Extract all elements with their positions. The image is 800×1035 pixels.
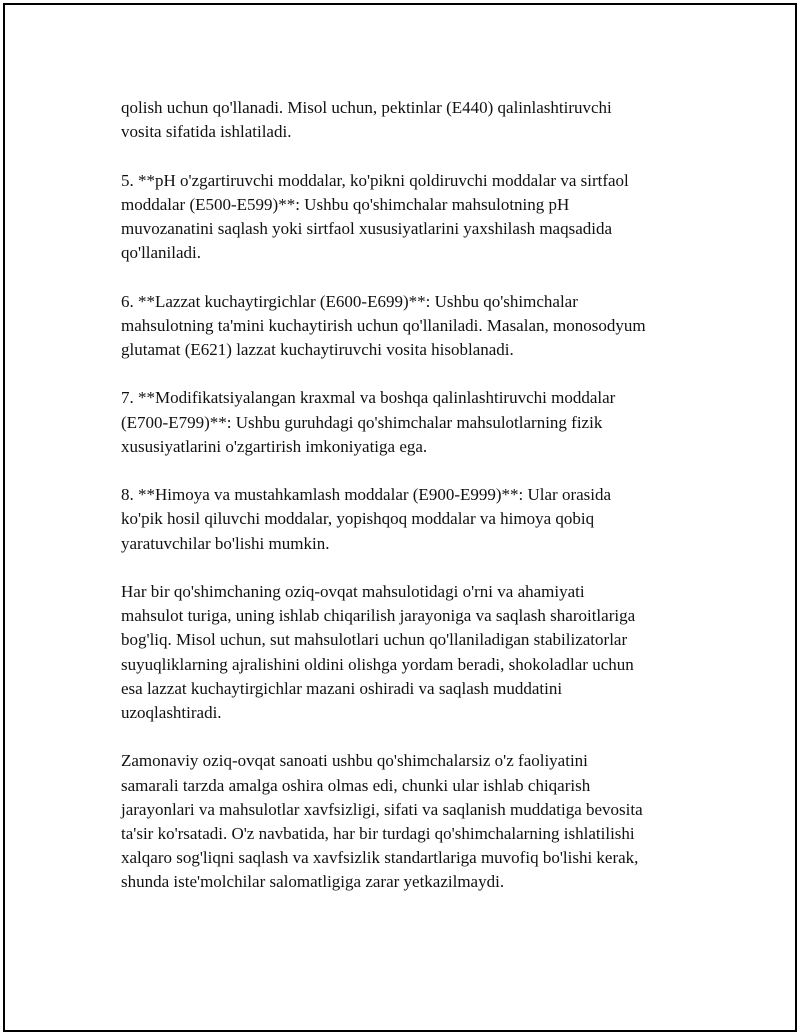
paragraph-item-5	[121, 169, 711, 266]
text-line: bog'liq. Misol uchun, sut mahsulotlari uchun qo'llaniladigan stabilizatorlar	[121, 630, 628, 650]
text-line: (E700-E799)**: Ushbu guruhdagi qo'shimchalar mahsulotlarning fizik	[121, 412, 603, 432]
text-line: 7. **Modifikatsiyalangan kraxmal va boshqa qalinlashtiruvchi moddalar	[121, 388, 616, 408]
text-line: suyuqliklarning ajralishini oldini olishga yordam beradi, shokoladlar uchun	[121, 654, 634, 674]
paragraph-conclusion	[121, 749, 711, 894]
text-line: mahsulot turiga, uning ishlab chiqarilish jarayoniga va saqlash sharoitlariga	[121, 606, 636, 626]
text-line: samarali tarzda amalga oshira olmas edi, chunki ular ishlab chiqarish	[121, 775, 591, 795]
text-line: glutamat (E621) lazzat kuchaytiruvchi vosita hisoblanadi.	[121, 340, 514, 359]
text-line: ko'pik hosil qiluvchi moddalar, yopishqoq moddalar va himoya qobiq	[121, 509, 595, 529]
document-body	[121, 96, 711, 919]
page-frame	[3, 3, 797, 1032]
text-line: muvozanatini saqlash yoki sirtfaol xususiyatlarini yaxshilash maqsadida	[121, 219, 613, 238]
text-line: xususiyatlarini o'zgartirish imkoniyatiga ega.	[121, 436, 428, 456]
text-line: vosita sifatida ishlatiladi.	[121, 122, 292, 142]
text-line: shunda iste'molchilar salomatligiga zarar yetkazilmaydi.	[121, 872, 505, 892]
text-line: xalqaro sog'liqni saqlash va xavfsizlik standartlariga muvofiq bo'lishi kerak,	[121, 848, 639, 868]
text-line: Zamonaviy oziq-ovqat sanoati ushbu qo'shimchalarsiz o'z faoliyatini	[121, 751, 588, 771]
text-line: jarayonlari va mahsulotlar xavfsizligi, sifati va saqlanish muddatiga bevosita	[121, 799, 643, 819]
text-line: qo'llaniladi.	[121, 243, 202, 263]
text-line: 6. **Lazzat kuchaytirgichlar (E600-E699)**: Ushbu qo'shimchalar	[121, 291, 578, 311]
text-line: 5. **pH o'zgartiruvchi moddalar, ko'pikni qoldiruvchi moddalar va sirtfaol	[121, 170, 629, 190]
text-line: mahsulotning ta'mini kuchaytirish uchun qo'llaniladi. Masalan, monosodyum	[121, 315, 646, 335]
paragraph-item-6	[121, 290, 711, 363]
text-line: Har bir qo'shimchaning oziq-ovqat mahsulotidagi o'rni va ahamiyati	[121, 581, 585, 601]
text-line: ta'sir ko'rsatadi. O'z navbatida, har bir turdagi qo'shimchalarning ishlatilishi	[121, 824, 635, 843]
text-line: yaratuvchilar bo'lishi mumkin.	[121, 533, 330, 553]
text-line: 8. **Himoya va mustahkamlash moddalar (E900-E999)**: Ular orasida	[121, 485, 612, 505]
paragraph-item-7	[121, 386, 711, 459]
text-line: qolish uchun qo'llanadi. Misol uchun, pektinlar (E440) qalinlashtiruvchi	[121, 98, 612, 117]
text-line: uzoqlashtiradi.	[121, 703, 222, 722]
text-line: esa lazzat kuchaytirgichlar mazani oshiradi va saqlash muddatini	[121, 678, 563, 698]
paragraph-item-8	[121, 483, 711, 556]
text-line: moddalar (E500-E599)**: Ushbu qo'shimchalar mahsulotning pH	[121, 194, 570, 214]
paragraph-intro-continued	[121, 96, 711, 144]
paragraph-role-of-additives	[121, 580, 711, 725]
